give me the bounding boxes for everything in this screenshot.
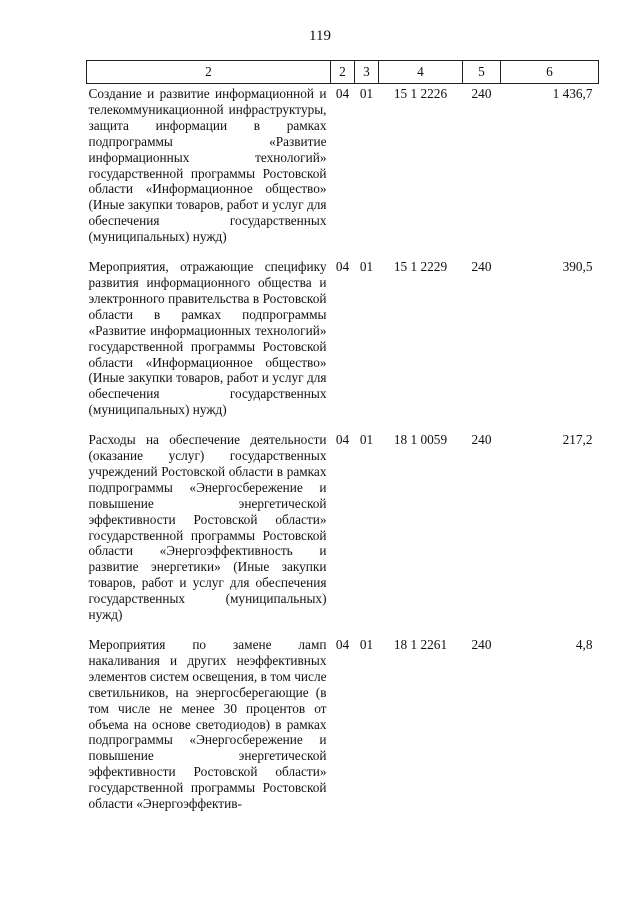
table-row: [87, 257, 599, 430]
row-vr: 240: [471, 86, 492, 101]
row-pr: 01: [359, 637, 374, 652]
row-rz: 04: [335, 637, 350, 652]
budget-table: [86, 60, 599, 824]
header-row: [87, 61, 599, 84]
header-col-pr: 3: [355, 61, 379, 84]
row-vr: 240: [471, 637, 492, 652]
row-pr: 01: [359, 259, 374, 275]
page-number: 119: [309, 28, 331, 44]
table-row: [87, 635, 599, 824]
row-rz: 04: [335, 432, 350, 448]
row-csr: 18 1 2261: [393, 637, 448, 652]
row-description: Создание и развитие информационной и телекоммуникационной инфраструктуры, защита информации в рамках подпрограммы «Развитие информационных технологий» государственной программы Ростовской области «Информационное общество» (Иные закупки товаров, работ и услуг для обеспечения государственных (муниципальных) нужд): [88, 86, 327, 245]
row-rz: 04: [335, 259, 350, 275]
row-description: Мероприятия, отражающие специфику развития информационного общества и электронного правительства в Ростовской области в рамках подпрограммы «Развитие информационных технологий» государственной программы Ростовской области «Информационное общество» (Иные закупки товаров, работ и услуг для обеспечения государственных (муниципальных) нужд): [88, 259, 327, 418]
row-csr: 15 1 2226: [393, 86, 448, 101]
table-row: [87, 84, 599, 258]
row-pr: 01: [359, 432, 374, 448]
header-col-csr: 4: [379, 61, 463, 84]
row-csr: 18 1 0059: [393, 432, 448, 448]
row-rz: 04: [335, 86, 350, 101]
row-sum: 4,8: [575, 637, 593, 652]
row-pr: 01: [359, 86, 374, 101]
header-col-vr: 5: [463, 61, 501, 84]
row-vr: 240: [471, 432, 492, 448]
header-col-sum: 6: [501, 61, 599, 84]
row-vr: 240: [471, 259, 492, 275]
row-description: Расходы на обеспечение деятельности (оказание услуг) государственных учреждений Ростовской области в рамках подпрограммы «Энергосбережение и повышение энергетической эффективности Ростовской области» государственной программы Ростовской области «Энергоэффективность и развитие энергетики» (Иные закупки товаров, работ и услуг для обеспечения государственных (муниципальных) нужд): [88, 432, 327, 623]
row-csr: 15 1 2229: [393, 259, 448, 275]
row-sum: 390,5: [562, 259, 593, 275]
header-col-rz: 2: [331, 61, 355, 84]
row-description: Мероприятия по замене ламп накаливания и других неэффективных элементов систем освещения, в том числе светильников, на энергосберегающие (в том числе не менее 30 процентов от объема на основе светодиодов) в рамках подпрограммы «Энергосбережение и повышение энергетической эффективности Ростовской области» государственной программы Ростовской области «Энергоэффектив-: [88, 637, 327, 812]
row-sum: 217,2: [562, 432, 593, 448]
row-sum: 1 436,7: [552, 86, 593, 101]
header-col-name: 2: [87, 61, 331, 84]
table-row: [87, 430, 599, 635]
